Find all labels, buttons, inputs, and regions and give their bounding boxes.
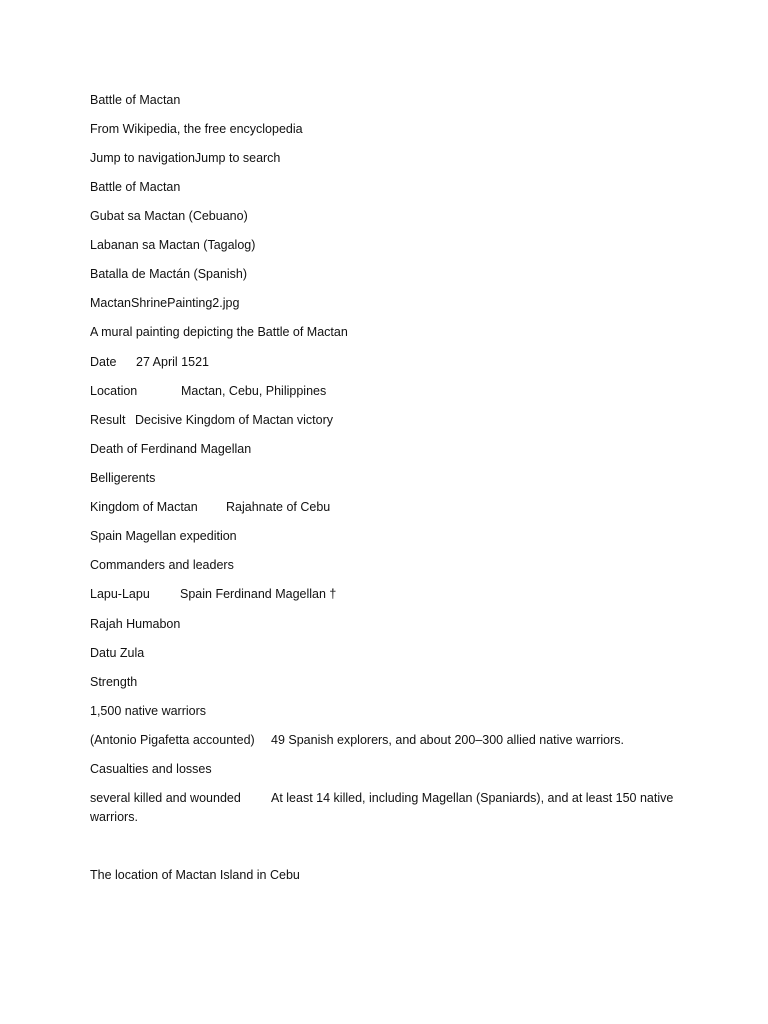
casualties-side2-line1: At least 14 killed, including Magellan (Spaniards), and at least 150 native [271,791,674,805]
casualties-side2-line2: warriors. [90,810,138,824]
jump-links: Jump to navigationJump to search [90,151,281,165]
location-label: Location [90,384,138,398]
belligerent-side2: Rajahnate of Cebu [226,500,331,514]
result-value: Decisive Kingdom of Mactan victory [135,413,333,427]
strength-row [90,731,624,750]
commanders-heading: Commanders and leaders [90,558,234,572]
belligerents-row [90,498,330,517]
casualties-row [90,789,673,808]
result-extra: Death of Ferdinand Magellan [90,442,252,456]
result-label: Result [90,413,126,427]
image-caption: A mural painting depicting the Battle of Mactan [90,325,348,339]
casualties-heading: Casualties and losses [90,762,212,776]
commander-extra-2: Datu Zula [90,646,145,660]
name-cebuano: Gubat sa Mactan (Cebuano) [90,209,248,223]
strength-side1-note: (Antonio Pigafetta accounted) [90,733,255,747]
commander-side1: Lapu-Lapu [90,587,150,601]
location-row [90,382,326,401]
date-label: Date [90,355,117,369]
page-title: Battle of Mactan [90,93,181,107]
strength-side1: 1,500 native warriors [90,704,207,718]
strength-side2: 49 Spanish explorers, and about 200–300 allied native warriors. [271,733,625,747]
belligerents-heading: Belligerents [90,471,156,485]
location-value: Mactan, Cebu, Philippines [181,384,327,398]
image-filename: MactanShrinePainting2.jpg [90,296,240,310]
infobox-title: Battle of Mactan [90,180,181,194]
map-caption: The location of Mactan Island in Cebu [90,868,300,882]
name-spanish: Batalla de Mactán (Spanish) [90,267,248,281]
belligerent-side1: Kingdom of Mactan [90,500,198,514]
result-row [90,411,333,430]
commander-extra-1: Rajah Humabon [90,617,181,631]
commanders-row [90,585,336,604]
strength-heading: Strength [90,675,138,689]
date-row [90,353,209,372]
date-value: 27 April 1521 [136,355,209,369]
belligerent-side2-extra: Spain Magellan expedition [90,529,237,543]
name-tagalog: Labanan sa Mactan (Tagalog) [90,238,256,252]
casualties-side1: several killed and wounded [90,791,241,805]
source-line: From Wikipedia, the free encyclopedia [90,122,303,136]
commander-side2: Spain Ferdinand Magellan † [180,587,337,601]
